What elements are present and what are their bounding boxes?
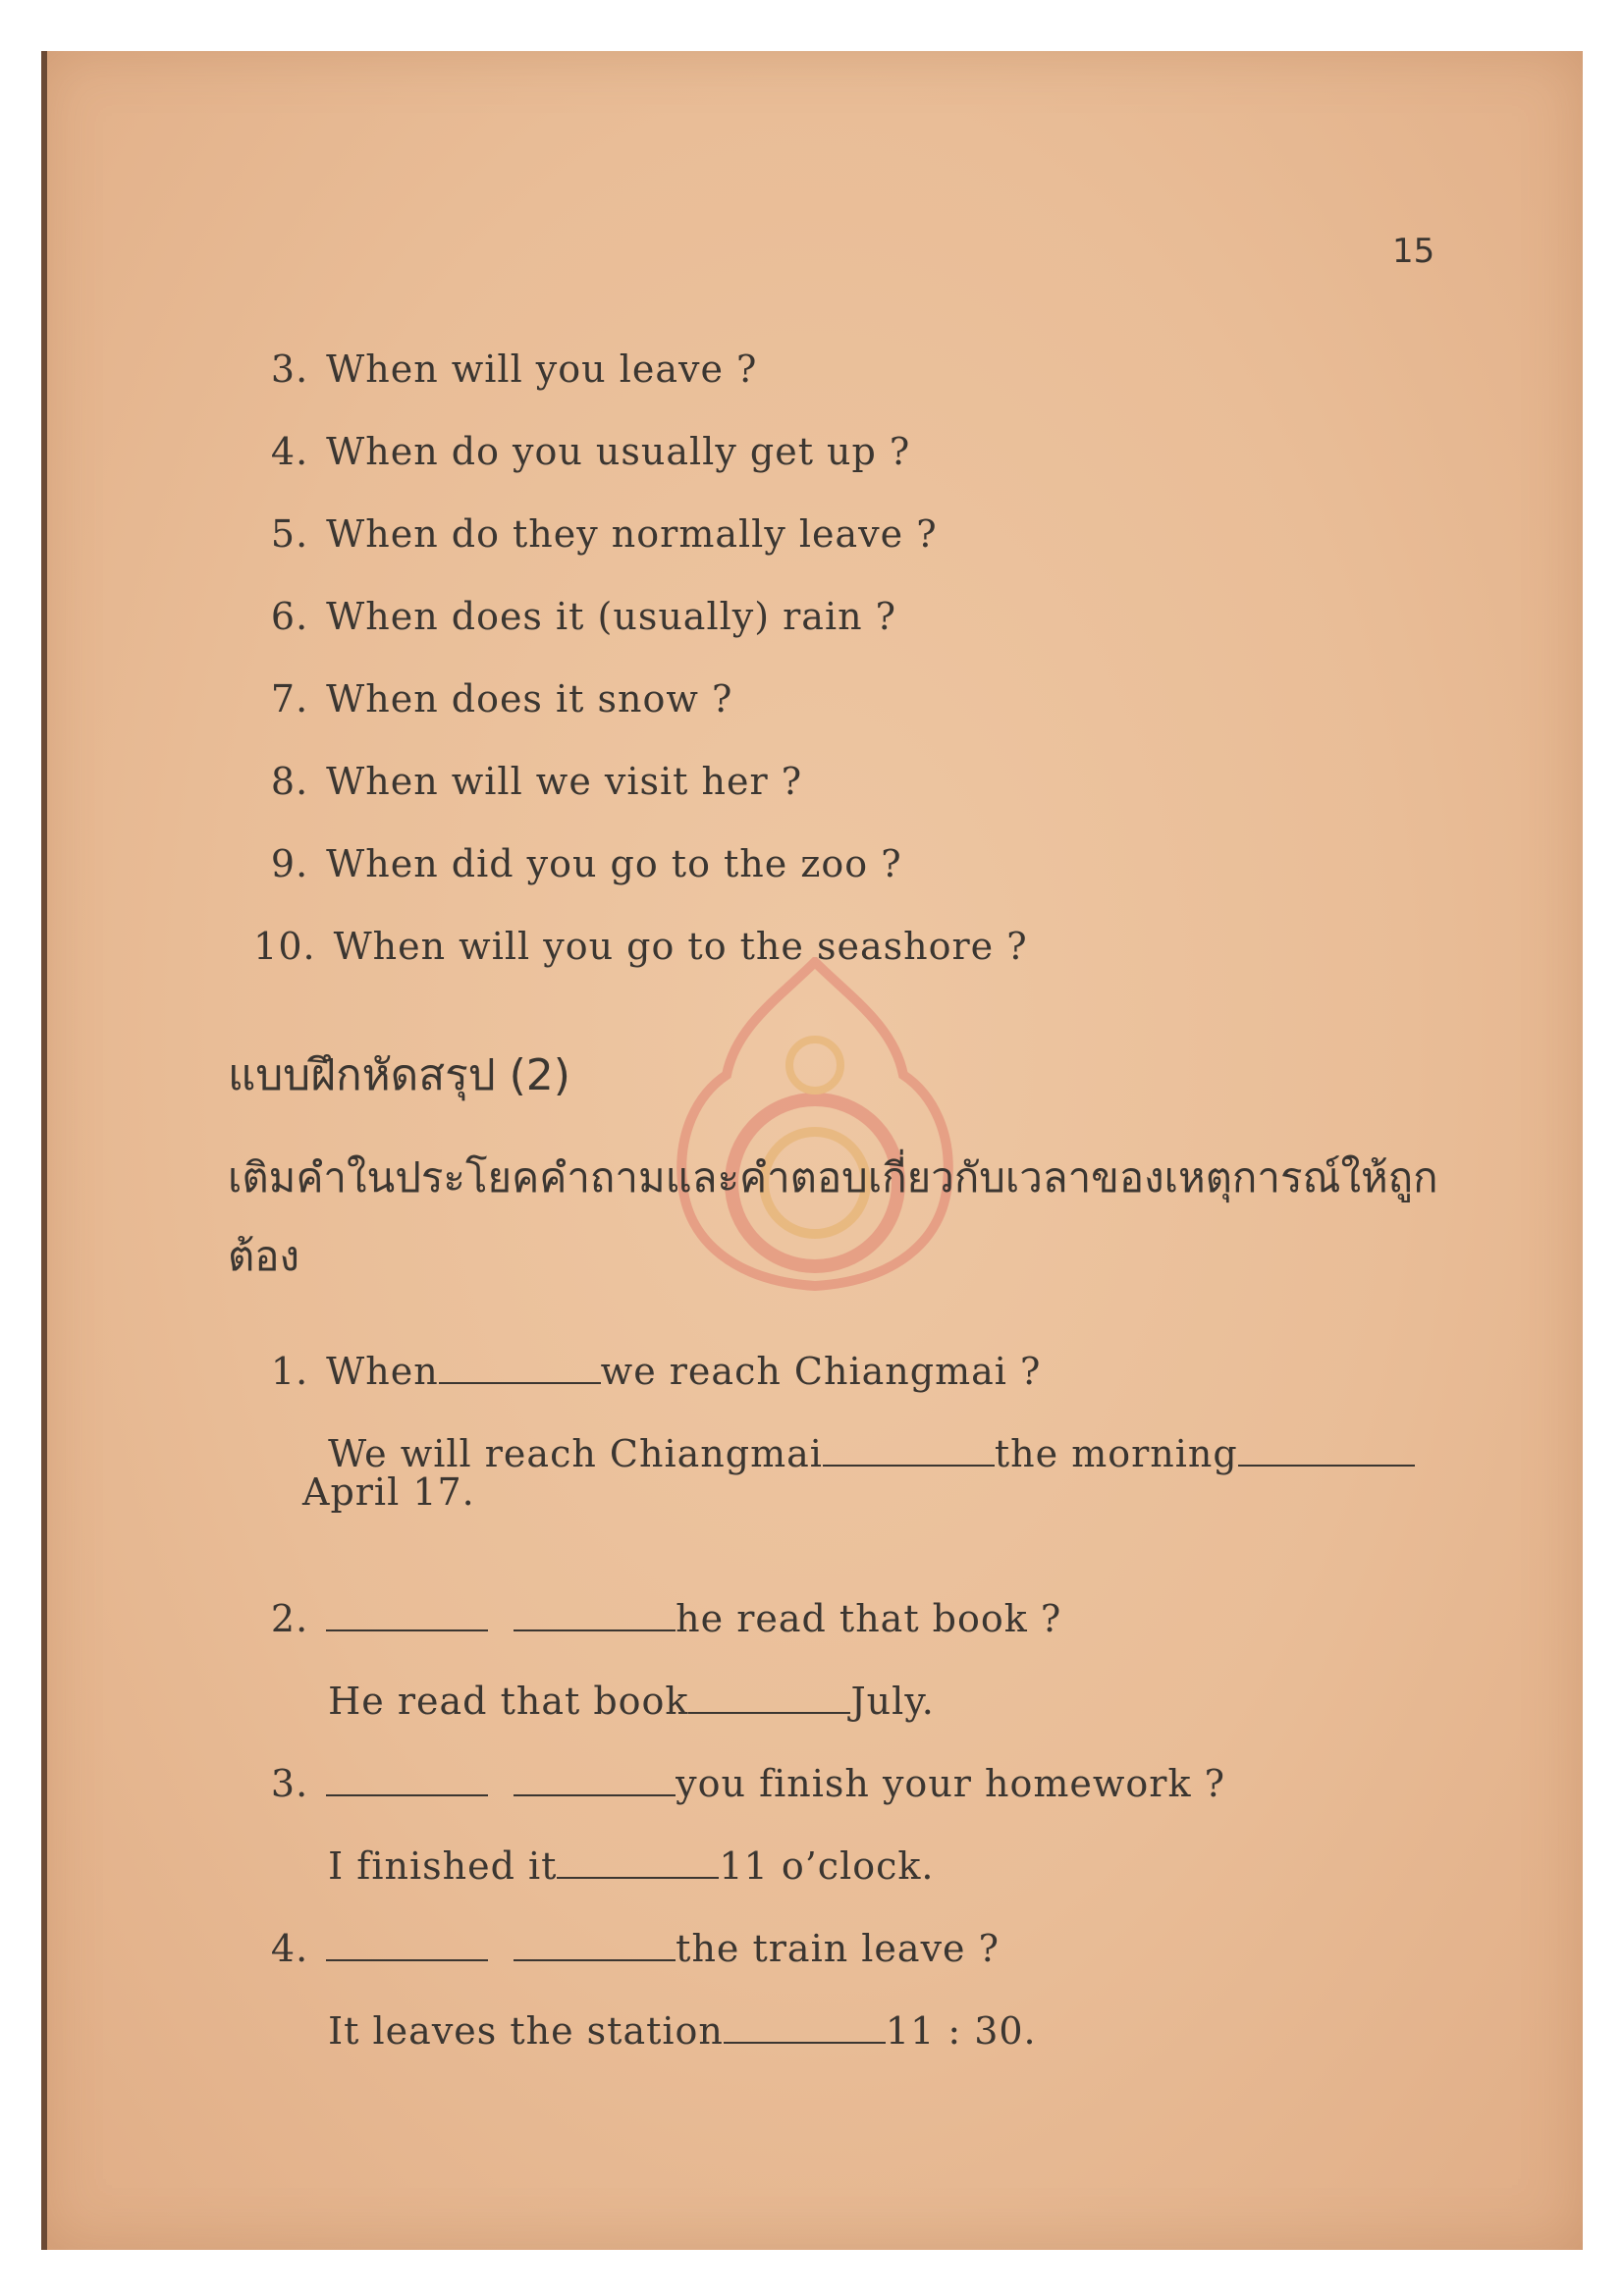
question-line	[228, 387, 910, 473]
question-start: When	[326, 1350, 439, 1394]
question-number: 6.	[270, 595, 309, 638]
answer-end: 11 o’clock.	[719, 1844, 935, 1889]
blank-field[interactable]	[1238, 1431, 1415, 1467]
question-text: When do they normally leave ?	[326, 512, 938, 556]
blank-field[interactable]	[326, 1596, 488, 1631]
answer-start: It leaves the station	[328, 2009, 724, 2054]
exercise-answer	[302, 1388, 1415, 1475]
question-number: 10.	[253, 925, 316, 968]
exercise-instruction: เติมคำในประโยคคำถามและคำตอบเกี่ยวกับเวลาของเหตุการณ์ให้ถูกต้อง	[228, 1153, 1438, 1280]
blank-field[interactable]	[514, 1761, 676, 1796]
question-number: 8.	[270, 760, 309, 803]
exercise-answer	[302, 1965, 1037, 2053]
question-text: When will you leave ?	[326, 347, 758, 391]
blank-field[interactable]	[326, 1761, 488, 1796]
book-spine	[41, 51, 47, 2250]
blank-field[interactable]	[439, 1349, 601, 1384]
question-end: the train leave ?	[676, 1927, 1000, 1971]
exercise-answer-continued: April 17.	[302, 1470, 475, 1514]
blank-field[interactable]	[514, 1596, 676, 1631]
question-text: When will we visit her ?	[326, 760, 803, 803]
question-number: 5.	[270, 512, 309, 556]
question-number: 7.	[270, 677, 309, 721]
answer-start: He read that book	[328, 1680, 689, 1724]
question-line	[228, 304, 757, 391]
exercise-question	[228, 1718, 1225, 1805]
blank-field[interactable]	[557, 1843, 719, 1879]
question-number: 4.	[270, 430, 309, 473]
exercise-heading: แบบฝึกหัดสรุป (2)	[228, 1050, 570, 1100]
question-end: we reach Chiangmai ?	[600, 1350, 1042, 1394]
answer-start: I finished it	[328, 1844, 558, 1889]
question-line	[228, 552, 896, 638]
answer-start: We will reach Chiangmai	[328, 1432, 823, 1476]
blank-field[interactable]	[326, 1926, 488, 1961]
answer-end: 11 : 30.	[885, 2009, 1037, 2054]
blank-field[interactable]	[724, 2008, 886, 2044]
answer-middle: the morning	[994, 1432, 1238, 1476]
blank-field[interactable]	[688, 1679, 850, 1714]
question-text: When did you go to the zoo ?	[326, 842, 902, 885]
question-line	[228, 799, 902, 885]
question-line	[228, 717, 802, 803]
exercise-question	[228, 1883, 1000, 1970]
blank-field[interactable]	[823, 1431, 995, 1467]
question-text: When do you usually get up ?	[326, 430, 911, 473]
item-number: 3.	[270, 1762, 309, 1806]
item-number: 4.	[270, 1927, 309, 1971]
question-end: he read that book ?	[676, 1597, 1062, 1641]
question-line	[228, 881, 1028, 968]
question-end: you finish your homework ?	[676, 1762, 1225, 1806]
answer-end: July.	[850, 1680, 935, 1724]
question-number: 9.	[270, 842, 309, 885]
exercise-answer	[302, 1635, 935, 1723]
item-number: 1.	[270, 1350, 309, 1394]
question-line	[228, 634, 732, 721]
question-text: When will you go to the seashore ?	[333, 925, 1028, 968]
item-number: 2.	[270, 1597, 309, 1641]
question-number: 3.	[270, 347, 309, 391]
page-number: 15	[1392, 232, 1435, 271]
exercise-question	[228, 1553, 1061, 1640]
exercise-answer	[302, 1800, 935, 1888]
question-text: When does it (usually) rain ?	[326, 595, 897, 638]
exercise-question	[228, 1306, 1041, 1393]
blank-field[interactable]	[514, 1926, 676, 1961]
question-text: When does it snow ?	[326, 677, 733, 721]
question-line	[228, 469, 938, 556]
